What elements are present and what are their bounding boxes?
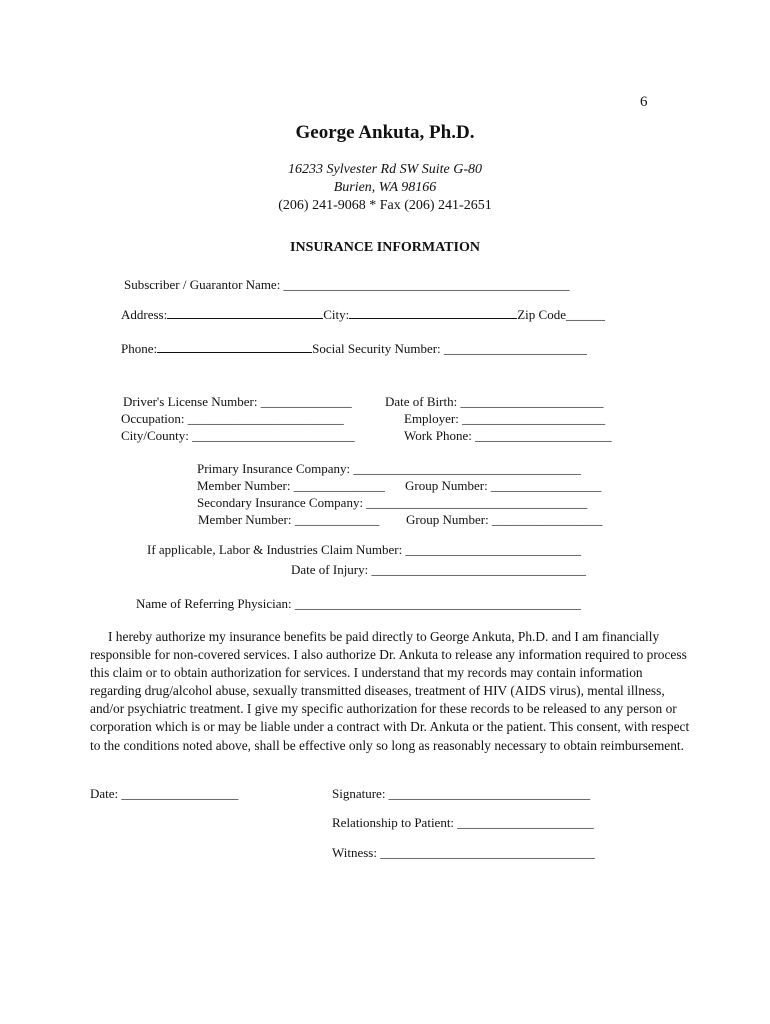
address-field[interactable] [121, 307, 605, 323]
date-field[interactable]: Date: __________________ [90, 786, 239, 801]
work-phone-field[interactable]: Work Phone: _____________________ [404, 428, 612, 443]
signature-field[interactable]: Signature: _______________________________ [332, 786, 591, 801]
occupation-field[interactable]: Occupation: ________________________ [121, 411, 344, 426]
page-number: 6 [640, 94, 648, 110]
practitioner-name: George Ankuta, Ph.D. [295, 122, 475, 143]
address-line-2: Burien, WA 98166 [333, 180, 437, 195]
form-title: INSURANCE INFORMATION [290, 240, 480, 255]
employer-field[interactable]: Employer: ______________________ [404, 411, 606, 426]
ssn-label: Social Security Number: ______________________ [312, 341, 587, 356]
drivers-license-field[interactable]: Driver's License Number: ______________ [123, 394, 352, 409]
primary-insurance-field[interactable]: Primary Insurance Company: ___________________________________ [197, 461, 581, 476]
address-blank[interactable] [167, 307, 323, 319]
secondary-insurance-field[interactable]: Secondary Insurance Company: __________________________________ [197, 495, 588, 510]
city-label: City: [323, 307, 350, 322]
group-number-2-field[interactable]: Group Number: _________________ [406, 512, 603, 527]
phone-label: Phone: [121, 341, 158, 356]
date-of-injury-field[interactable]: Date of Injury: _________________________________ [291, 562, 587, 577]
subscriber-name-field[interactable]: Subscriber / Guarantor Name: ____________________________________________ [124, 277, 570, 292]
address-label: Address: [121, 307, 168, 322]
lni-claim-field[interactable]: If applicable, Labor & Industries Claim Number: ___________________________ [147, 542, 581, 557]
address-line-1: 16233 Sylvester Rd SW Suite G-80 [287, 162, 482, 177]
member-number-1-field[interactable]: Member Number: ______________ [197, 478, 385, 493]
member-number-2-field[interactable]: Member Number: _____________ [198, 512, 380, 527]
relationship-field[interactable]: Relationship to Patient: _____________________ [332, 815, 594, 830]
phone-field[interactable] [121, 341, 587, 357]
referring-physician-field[interactable]: Name of Referring Physician: ____________________________________________ [136, 596, 581, 611]
zip-code-label: Zip Code______ [517, 307, 605, 322]
city-blank[interactable] [349, 307, 517, 319]
authorization-paragraph: I hereby authorize my insurance benefits be paid directly to George Ankuta, Ph.D. and I am financially responsible for non-covered services. I also authorize Dr. Ankuta to release any information required to process this claim or to obtain authorization for services. I understand that my records may contain information regarding drug/alcohol abuse, sexually transmitted diseases, treatment of HIV (AIDS virus), mental illness, and/or psychiatric treatment. I give my specific authorization for these records to be released to any person or corporation which is or may be liable under a contract with Dr. Ankuta or the patient. This consent, with respect to the conditions noted above, shall be effective only so long as reasonably necessary to obtain reimbursement. [90, 629, 690, 753]
witness-field[interactable]: Witness: _________________________________ [332, 845, 595, 860]
phone-fax-line: (206) 241-9068 * Fax (206) 241-2651 [278, 198, 492, 213]
phone-blank[interactable] [157, 341, 312, 353]
date-of-birth-field[interactable]: Date of Birth: ______________________ [385, 394, 604, 409]
group-number-1-field[interactable]: Group Number: _________________ [405, 478, 602, 493]
city-county-field[interactable]: City/County: _________________________ [121, 428, 355, 443]
